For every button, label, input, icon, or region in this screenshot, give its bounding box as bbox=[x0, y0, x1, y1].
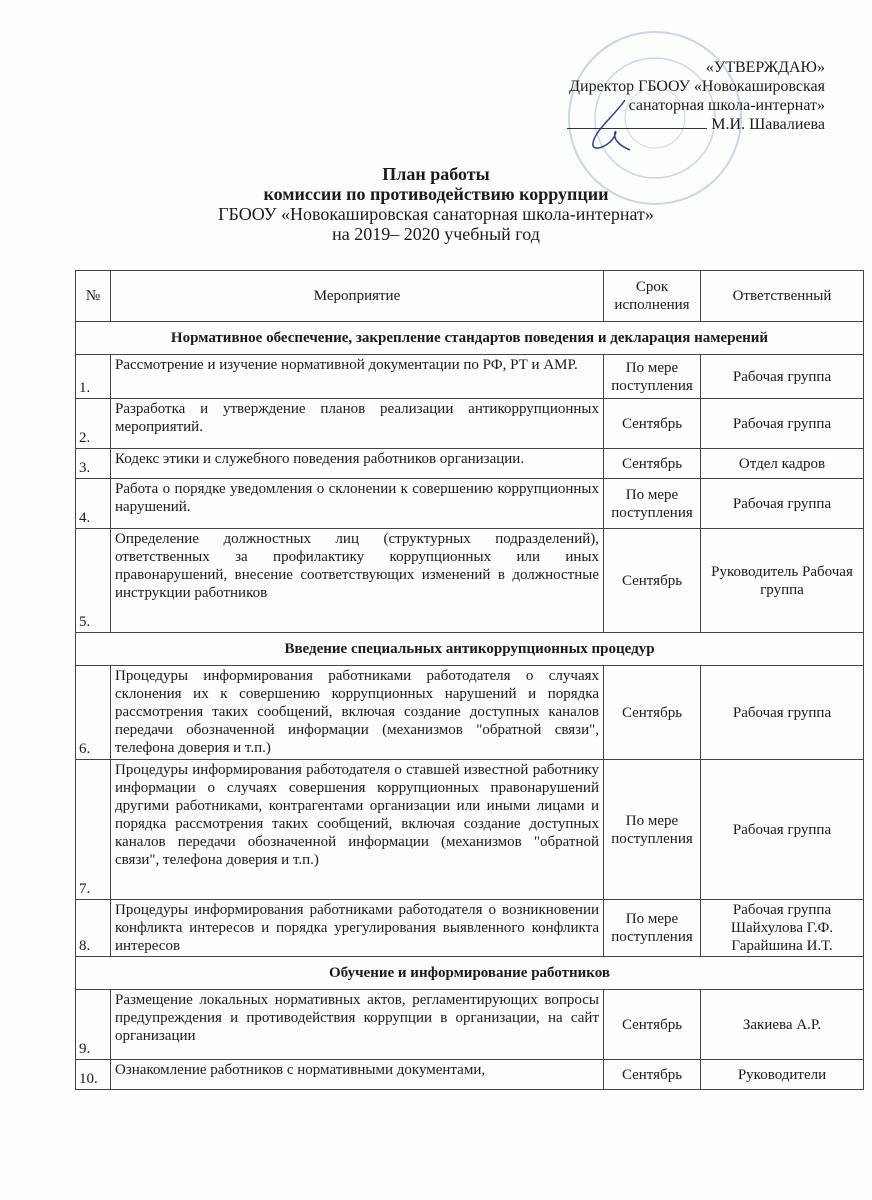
approval-signer: М.И. Шавалиева bbox=[711, 116, 825, 133]
row-event: Ознакомление работников с нормативными документами, bbox=[111, 1060, 604, 1090]
row-event: Процедуры информирования работниками работодателя о возникновении конфликта интересов и порядка урегулирования выявленного конфликта интересов bbox=[111, 900, 604, 957]
row-responsible: Закиева А.Р. bbox=[701, 990, 864, 1060]
row-responsible: Рабочая группа bbox=[701, 479, 864, 529]
header-deadline: Срок исполнения bbox=[604, 271, 701, 322]
row-event: Разработка и утверждение планов реализации антикоррупционных мероприятий. bbox=[111, 399, 604, 449]
row-deadline: Сентябрь bbox=[604, 990, 701, 1060]
section-row bbox=[76, 633, 864, 666]
row-number: 4. bbox=[76, 479, 111, 529]
approval-heading: «УТВЕРЖДАЮ» bbox=[705, 59, 825, 76]
section-row bbox=[76, 957, 864, 990]
row-event: Процедуры информирования работодателя о ставшей известной работнику информации о случаях совершения коррупционных правонарушений другими работниками, контрагентами организации или иными лицами и порядка рассмотрения таких сообщений, включая создание доступных каналов передачи обозначенной информации (механизмов "обратной связи", телефона доверия и т.п.) bbox=[111, 760, 604, 900]
table-row bbox=[76, 449, 864, 479]
section-title: Обучение и информирование работников bbox=[76, 957, 864, 990]
row-responsible: Рабочая группа bbox=[701, 355, 864, 399]
row-number: 8. bbox=[76, 900, 111, 957]
row-deadline: Сентябрь bbox=[604, 1060, 701, 1090]
section-title: Нормативное обеспечение, закрепление стандартов поведения и декларация намерений bbox=[76, 322, 864, 355]
row-responsible: Руководитель Рабочая группа bbox=[701, 529, 864, 633]
title-line-4: на 2019– 2020 учебный год bbox=[332, 224, 540, 244]
row-deadline: По мере поступления bbox=[604, 900, 701, 957]
table-row bbox=[76, 990, 864, 1060]
row-deadline: Сентябрь bbox=[604, 399, 701, 449]
row-number: 6. bbox=[76, 666, 111, 760]
title-line-2: комиссии по противодействию коррупции bbox=[263, 184, 609, 204]
section-title: Введение специальных антикоррупционных процедур bbox=[76, 633, 864, 666]
row-number: 7. bbox=[76, 760, 111, 900]
document-title bbox=[0, 164, 872, 244]
row-event: Работа о порядке уведомления о склонении к совершению коррупционных нарушений. bbox=[111, 479, 604, 529]
row-deadline: По мере поступления bbox=[604, 760, 701, 900]
row-responsible: Рабочая группа bbox=[701, 399, 864, 449]
table-row bbox=[76, 666, 864, 760]
row-responsible: Руководители bbox=[701, 1060, 864, 1090]
row-deadline: Сентябрь bbox=[604, 449, 701, 479]
approval-position: Директор ГБООУ «Новокашировская bbox=[569, 78, 825, 95]
table-header bbox=[76, 271, 864, 322]
row-deadline: По мере поступления bbox=[604, 479, 701, 529]
row-event: Определение должностных лиц (структурных подразделений), ответственных за профилактику коррупционных или иных правонарушений, внесение соответствующих изменений в должностные инструкции работников bbox=[111, 529, 604, 633]
row-deadline: Сентябрь bbox=[604, 529, 701, 633]
plan-table bbox=[75, 270, 864, 1090]
row-number: 3. bbox=[76, 449, 111, 479]
table-row bbox=[76, 355, 864, 399]
title-line-3: ГБООУ «Новокашировская санаторная школа-интернат» bbox=[218, 204, 654, 224]
table-row bbox=[76, 479, 864, 529]
table-row bbox=[76, 529, 864, 633]
signature-line bbox=[567, 118, 707, 129]
row-event: Процедуры информирования работниками работодателя о случаях склонения их к совершению коррупционных нарушений и порядка рассмотрения таких сообщений, включая создание доступных каналов передачи обозначенной информации (механизмов "обратной связи", телефона доверия и т.п.) bbox=[111, 666, 604, 760]
row-number: 2. bbox=[76, 399, 111, 449]
row-responsible: Рабочая группа Шайхулова Г.Ф. Гарайшина И.Т. bbox=[701, 900, 864, 957]
row-event: Размещение локальных нормативных актов, регламентирующих вопросы предупреждения и противодействия коррупции в организации, на сайт организации bbox=[111, 990, 604, 1060]
row-number: 10. bbox=[76, 1060, 111, 1090]
row-event: Кодекс этики и служебного поведения работников организации. bbox=[111, 449, 604, 479]
table-row bbox=[76, 760, 864, 900]
section-row bbox=[76, 322, 864, 355]
row-number: 9. bbox=[76, 990, 111, 1060]
row-responsible: Отдел кадров bbox=[701, 449, 864, 479]
title-line-1: План работы bbox=[382, 164, 490, 184]
row-deadline: По мере поступления bbox=[604, 355, 701, 399]
header-num: № bbox=[76, 271, 111, 322]
approval-block bbox=[567, 58, 825, 134]
row-deadline: Сентябрь bbox=[604, 666, 701, 760]
table-row bbox=[76, 900, 864, 957]
header-event: Мероприятие bbox=[111, 271, 604, 322]
approval-organization: санаторная школа-интернат» bbox=[628, 97, 825, 114]
table-row bbox=[76, 1060, 864, 1090]
row-responsible: Рабочая группа bbox=[701, 666, 864, 760]
row-number: 5. bbox=[76, 529, 111, 633]
row-event: Рассмотрение и изучение нормативной документации по РФ, РТ и АМР. bbox=[111, 355, 604, 399]
table-row bbox=[76, 399, 864, 449]
header-responsible: Ответственный bbox=[701, 271, 864, 322]
row-number: 1. bbox=[76, 355, 111, 399]
row-responsible: Рабочая группа bbox=[701, 760, 864, 900]
